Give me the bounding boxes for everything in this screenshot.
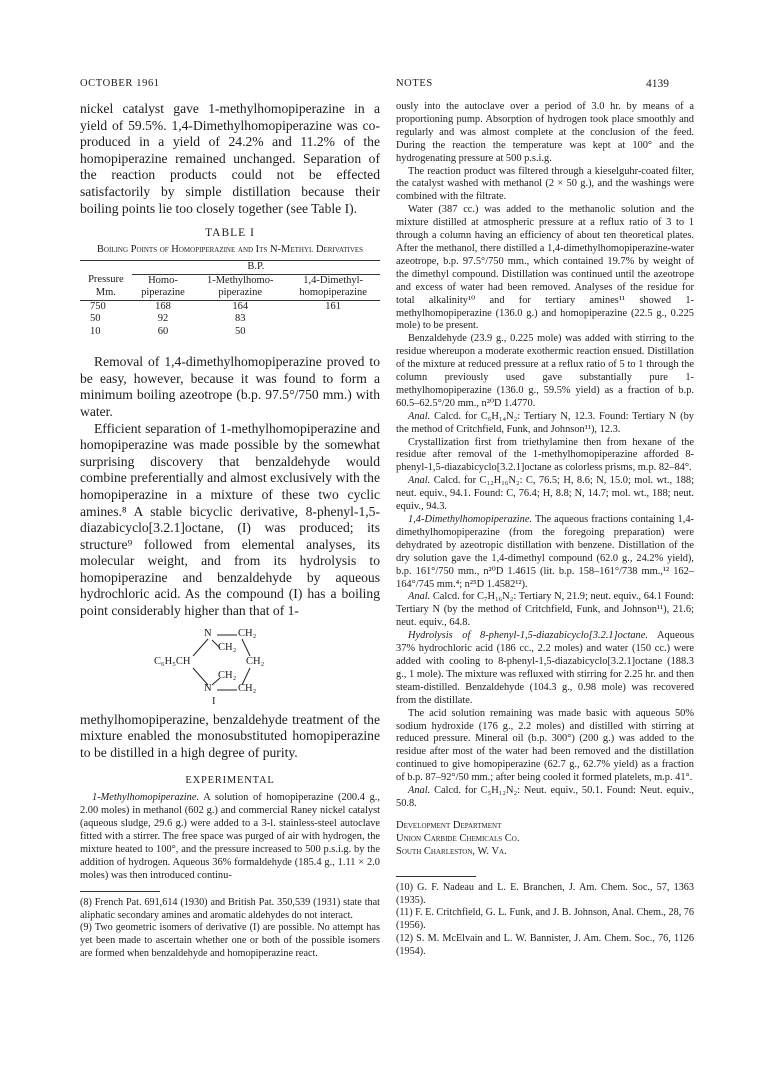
footnote-11: (11) F. E. Critchfield, G. L. Funk, and J. B. Johnson, Anal. Chem., 28, 76 (1956). — [396, 907, 694, 932]
anal-text: Calcd. for C₅H₁₂N₂: Neut. equiv., 50.1. Found: Neut. equiv., 50.8. — [396, 785, 694, 809]
paragraph-removal: Removal of 1,4-dimethylhomopiperazine proved to be easy, however, because it was found to form a minimum boiling azeotrope (b.p. 97.5°/750 mm.) with water. — [80, 354, 380, 419]
anal-text: Calcd. for C₆H₁₄N₂: Tertiary N, 12.3. Found: Tertiary N (by the method of Critchfield, Funk, and Johnson¹¹), 12.3. — [396, 410, 694, 435]
structure-ch2-lower: CH₂ — [218, 669, 237, 681]
paragraph-r3: Water (387 cc.) was added to the methanolic solution and the mixture distilled at atmospheric pressure at a reflux ratio of 3 to 1 through a column having an efficiency of about ten theoretical plates. After the methanol, there distilled a 1,4-dimethylhomopiperazine-water azeotrope, b.p. 97.5°/750 mm., which contained 19.7% by weight of the dimethyl compound. Distillation was continued until the azeotrope and excess of water had been removed. Analyses of the residue for total alkalinity¹⁰ and for tertiary amines¹¹ showed 1-methylhomopiperazine (136.0 g.) and homopiperazine (22.5 g., 0.225 mole) to be present. — [396, 204, 694, 332]
structure-n-top: N — [204, 627, 212, 639]
affiliation-department: Development Department — [396, 819, 502, 831]
hydrolysis-section-title: Hydrolysis of 8-phenyl-1,5-diazabicyclo[3.2.1]octane. — [408, 630, 648, 642]
anal-text: Calcd. for C₁₂H₁₆N₂: C, 76.5; H, 8.6; N, 15.0; mol. wt., 188; neut. equiv., 94.1. Found: C, 76.4; H, 8.8; N, 14.7; mol. wt., 188; neut. equiv., 94.3. — [396, 475, 694, 513]
anal-label: Anal. — [408, 591, 431, 603]
experimental-heading: EXPERIMENTAL — [185, 775, 275, 787]
table-cell: 164 — [232, 300, 249, 312]
table-header-methyl-1: 1-Methylhomo- — [206, 274, 274, 286]
footnote-10: (10) G. F. Nadeau and L. E. Branchen, J. Am. Chem. Soc., 57, 1363 (1935). — [396, 881, 694, 906]
anal-label: Anal. — [408, 410, 431, 422]
page-number: 4139 — [646, 78, 669, 90]
experimental-paragraph — [80, 792, 380, 882]
table-cell — [286, 313, 380, 326]
paragraph-r11: The acid solution remaining was made basic with aqueous 50% sodium hydroxide (176 g., 2.2 moles) and distilled with stirring at reduced pressure. Mineral oil (b.p. 300°) (200 g.) was added to the residue after most of the water had been removed and the distillation continued to give homopiperazine (62.7 g., 62.7% yield) as a fraction of b.p. 87–92°/50 mm.; after being cooled it formed platelets, m.p. 41°. — [396, 707, 694, 784]
table-cell: 50 — [234, 325, 246, 337]
author-affiliation — [396, 819, 694, 858]
table-group-header: B.P. — [132, 261, 380, 275]
structure-ch2-upper: CH₂ — [218, 641, 237, 653]
table-cell: 10 — [90, 325, 101, 337]
table-row — [80, 300, 380, 313]
structure-ch2-top: CH₂ — [238, 627, 257, 639]
structure-ch2-right: CH₂ — [246, 655, 265, 667]
anal-label: Anal. — [408, 475, 431, 487]
chemical-structure-I — [80, 626, 380, 706]
structure-ch2-bottom: CH₂ — [238, 682, 257, 694]
table-header-homo-1: Homo- — [148, 274, 178, 286]
dimethyl-section-title: 1,4-Dimethylhomopiperazine. — [408, 514, 533, 525]
structure-label: I — [212, 695, 216, 707]
table-header-dimethyl-1: 1,4-Dimethyl- — [303, 274, 364, 286]
affiliation-company: Union Carbide Chemicals Co. — [396, 832, 520, 844]
table-cell: 92 — [157, 313, 169, 325]
paragraph-r2: The reaction product was filtered through a kieselguhr-coated filter, the catalyst washed with methanol (2 × 50 g.), and the washings were combined with the filtrate. — [396, 165, 694, 203]
anal-text: Calcd. for C₇H₁₆N₂: Tertiary N, 21.9; neut. equiv., 64.1 Found: Tertiary N (by the method of Critchfield, Funk, and Johnson¹¹), 21.6; neut. equiv., 64.8. — [396, 591, 694, 629]
table-header-homo-2: piperazine — [132, 287, 194, 300]
table-cell: 168 — [155, 300, 171, 312]
table-title: TABLE I — [205, 227, 255, 240]
structure-n-bottom: N — [204, 682, 212, 694]
paragraph-r12 — [396, 785, 694, 811]
table-header-pressure-1: Pressure — [88, 274, 124, 286]
right-column — [396, 101, 694, 959]
footnote-divider — [80, 891, 160, 892]
footnote-divider-right — [396, 876, 476, 877]
affiliation-location: South Charleston, W. Va. — [396, 845, 507, 857]
paragraph-r9 — [396, 591, 694, 630]
table-header-dimethyl-2: homopiperazine — [286, 287, 380, 300]
paragraph-r5 — [396, 411, 694, 437]
footnote-9: (9) Two geometric isomers of derivative (I) are possible. No attempt has yet been made to ascertain whether one or both of the possible isomers are formed when benzaldehyde and homopiperazine react. — [80, 922, 380, 959]
paragraph-r6: Crystallization first from triethylamine then from hexane of the residue after removal of the 1-methylhomopiperazine afforded 8-phenyl-1,5-diazabicyclo[3.2.1]octane as colorless prisms, m.p. 82–84°. — [396, 436, 694, 474]
experimental-text: A solution of homopiperazine (200.4 g., 2.00 moles) in methanol (602 g.) and commercial Raney nickel catalyst (aqueous sludge, 29.6 g.) were added to a 3-l. stainless-steel autoclave fitted with a stirrer. The free space was purged of air with hydrogen, the mixture heated to 100°, and the pressure increased to 500 p.s.i.g. by the addition of hydrogen. Aqueous 36% formaldehyde (185.4 g., 1.11 × 2.0 moles) was then introduced continu- — [80, 792, 380, 881]
table-cell — [286, 326, 380, 339]
footnote-8: (8) French Pat. 691,614 (1930) and British Pat. 350,539 (1931) state that aliphatic secondary amines and aromatic aldehydes do not interact. — [80, 896, 380, 921]
footnote-12: (12) S. M. McElvain and L. W. Bannister, J. Am. Chem. Soc., 76, 1126 (1954). — [396, 933, 694, 957]
boiling-points-table — [80, 260, 380, 338]
table-header-pressure-2: Mm. — [80, 287, 132, 300]
paragraph-r8 — [396, 514, 694, 591]
running-header-section: NOTES — [396, 78, 433, 89]
paragraph-r10 — [396, 630, 694, 707]
table-cell: 83 — [234, 313, 246, 325]
table-row — [80, 326, 380, 339]
left-column — [80, 101, 380, 961]
anal-label: Anal. — [408, 785, 431, 797]
table-cell: 50 — [90, 313, 101, 325]
paragraph-r7 — [396, 475, 694, 514]
table-cell: 161 — [325, 300, 342, 312]
running-header-date: OCTOBER 1961 — [80, 78, 160, 89]
structure-bonds — [80, 626, 380, 706]
paragraph-r4: Benzaldehyde (23.9 g., 0.225 mole) was added with stirring to the residue whereupon a moderate exothermic reaction ensued. Distillation of the mixture at reduced pressure at a reflux ratio of 5 to 1 through the column previously used gave substantially pure 1-methylhomopiperazine (136.0 g., 59.5% yield) as a fraction of b.p. 60.5–62.5°/20 mm., n²⁰D 1.4770. — [396, 333, 694, 409]
paragraph-efficient-separation: Efficient separation of 1-methylhomopiperazine and homopiperazine was made possible by the somewhat surprising discovery that benzaldehyde would combine preferentially and almost exclusively with the homopiperazine in a mixture of these two cyclic amines.⁸ A stable bicyclic derivative, 8-phenyl-1,5-diazabicyclo[3.2.1]octane, (I) was produced; its structure⁹ followed from elemental analyses, its molecular weight, and from its hydrolysis to homopiperazine and benzaldehyde by aqueous hydrochloric acid. As the compound (I) has a boiling point considerably higher than that of 1- — [80, 420, 380, 619]
experimental-title: 1-Methylhomopiperazine. — [92, 792, 200, 804]
dimethyl-section-text: The aqueous fractions containing 1,4-dimethylhomopiperazine (from the foregoing preparation) were dehydrated by azeotropic distillation with benzene. Distillation of the dry solution gave the 1,4-dimethyl compound (62.0 g., 24.2% yield), b.p. 161°/750 mm., n²⁰D 1.4615 (lit. b.p. 158–161°/738 mm.,¹² 162–164°/745 mm.⁴; n²⁵D 1.4582¹²). — [396, 514, 694, 590]
table-header-methyl-2: piperazine — [194, 287, 286, 300]
table-row — [80, 313, 380, 326]
paragraph-r1: ously into the autoclave over a period of 3.0 hr. by means of a proportioning pump. Absorption of hydrogen took place smoothly and regularly and was almost complete at the conclusion of the feed. During the reaction the temperature was kept at 100° and the hydrogenating pressure at 500 p.s.i.g. — [396, 101, 694, 164]
hydrolysis-section-text: Aqueous 37% hydrochloric acid (186 cc., 2.2 moles) and water (150 cc.) were added with cooling to 8-phenyl-1,5-diazabicyclo[3.2.1]octane (188.3 g., 1 mole). The mixture was refluxed with stirring for 2.25 hr. and then steam-distilled. Benzaldehyde (104.3 g., 0.98 mole) was recovered from the distillate. — [396, 630, 694, 706]
paragraph-after-structure: methylhomopiperazine, benzaldehyde treatment of the mixture enabled the monosubstituted homopiperazine to be distilled in a high degree of purity. — [80, 711, 380, 760]
structure-c6h5ch: C₆H₅CH — [154, 655, 191, 667]
table-caption: Boiling Points of Homopiperazine and Its N-Methyl Derivatives — [96, 244, 364, 256]
table-cell: 750 — [90, 300, 106, 312]
table-cell: 60 — [157, 325, 169, 337]
intro-paragraph: nickel catalyst gave 1-methylhomopiperazine in a yield of 59.5%. 1,4-Dimethylhomopiperazine was co-produced in a yield of 24.2% and 11.2% of the homopiperazine remained unchanged. Separation of the reaction products could not be effected satisfactorily by simple distillation because their boiling points lie too closely together (see Table I). — [80, 101, 380, 216]
